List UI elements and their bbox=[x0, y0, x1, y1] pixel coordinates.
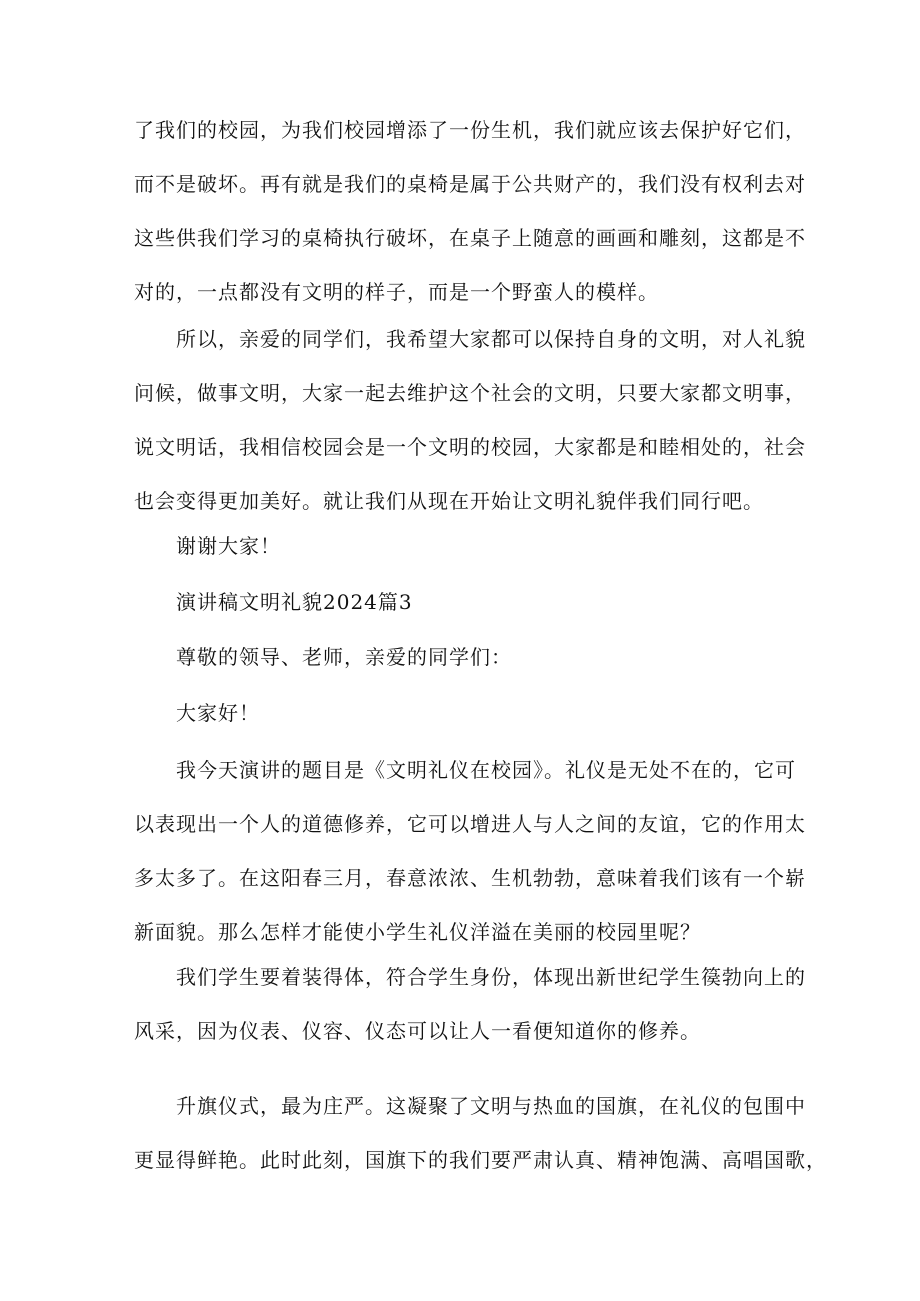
text-line: 问候，做事文明，大家一起去维护这个社会的文明，只要大家都文明事， bbox=[134, 381, 806, 405]
paragraph-greeting bbox=[134, 686, 794, 740]
text-line: 新面貌。那么怎样才能使小学生礼仪洋溢在美丽的校园里呢？ bbox=[134, 920, 701, 944]
text-line: 升旗仪式，最为庄严。这凝聚了文明与热血的国旗，在礼仪的包围中 bbox=[134, 1094, 806, 1118]
text-line: 谢谢大家！ bbox=[134, 534, 281, 558]
text-line: 了我们的校园，为我们校园增添了一份生机，我们就应该去保护好它们， bbox=[134, 118, 806, 142]
section-heading bbox=[134, 575, 794, 629]
text-line: 我今天演讲的题目是《文明礼仪在校园》。礼仪是无处不在的，它可 bbox=[134, 758, 796, 782]
text-line: 我们学生要着装得体，符合学生身份，体现出新世纪学生篌勃向上的 bbox=[134, 965, 806, 989]
paragraph-attire bbox=[134, 950, 806, 1058]
text-line: 尊敬的领导、老师，亲爱的同学们： bbox=[134, 645, 512, 669]
text-line: 所以，亲爱的同学们，我希望大家都可以保持自身的文明，对人礼貌 bbox=[134, 327, 806, 351]
text-line: 也会变得更加美好。就让我们从现在开始让文明礼貌伴我们同行吧。 bbox=[134, 489, 764, 513]
text-line: 这些供我们学习的桌椅执行破坏，在桌子上随意的画画和雕刻，这都是不 bbox=[134, 226, 806, 250]
paragraph-topic bbox=[134, 743, 806, 959]
paragraph-conclusion bbox=[134, 312, 806, 528]
text-line: 演讲稿文明礼貌2024篇3 bbox=[134, 590, 413, 614]
text-line: 多太多了。在这阳春三月，春意浓浓、生机勃勃，意味着我们该有一个崭 bbox=[134, 866, 806, 890]
text-line: 风采，因为仪表、仪容、仪态可以让人一看便知道你的修养。 bbox=[134, 1019, 701, 1043]
text-line: 说文明话，我相信校园会是一个文明的校园，大家都是和睦相处的，社会 bbox=[134, 435, 806, 459]
text-line: 更显得鲜艳。此时此刻，国旗下的我们要严肃认真、精神饱满、高唱国歌， bbox=[134, 1148, 827, 1172]
text-line: 而不是破坏。再有就是我们的桌椅是属于公共财产的，我们没有权利去对 bbox=[134, 172, 806, 196]
text-line: 大家好！ bbox=[134, 701, 260, 725]
paragraph-flag-ceremony bbox=[134, 1079, 827, 1187]
paragraph-thanks bbox=[134, 519, 794, 573]
paragraph-salutation bbox=[134, 630, 794, 684]
paragraph-campus-protection bbox=[134, 103, 806, 319]
text-line: 对的，一点都没有文明的样子，而是一个野蛮人的模样。 bbox=[134, 280, 659, 304]
text-line: 以表现出一个人的道德修养，它可以增进人与人之间的友谊，它的作用太 bbox=[134, 812, 806, 836]
